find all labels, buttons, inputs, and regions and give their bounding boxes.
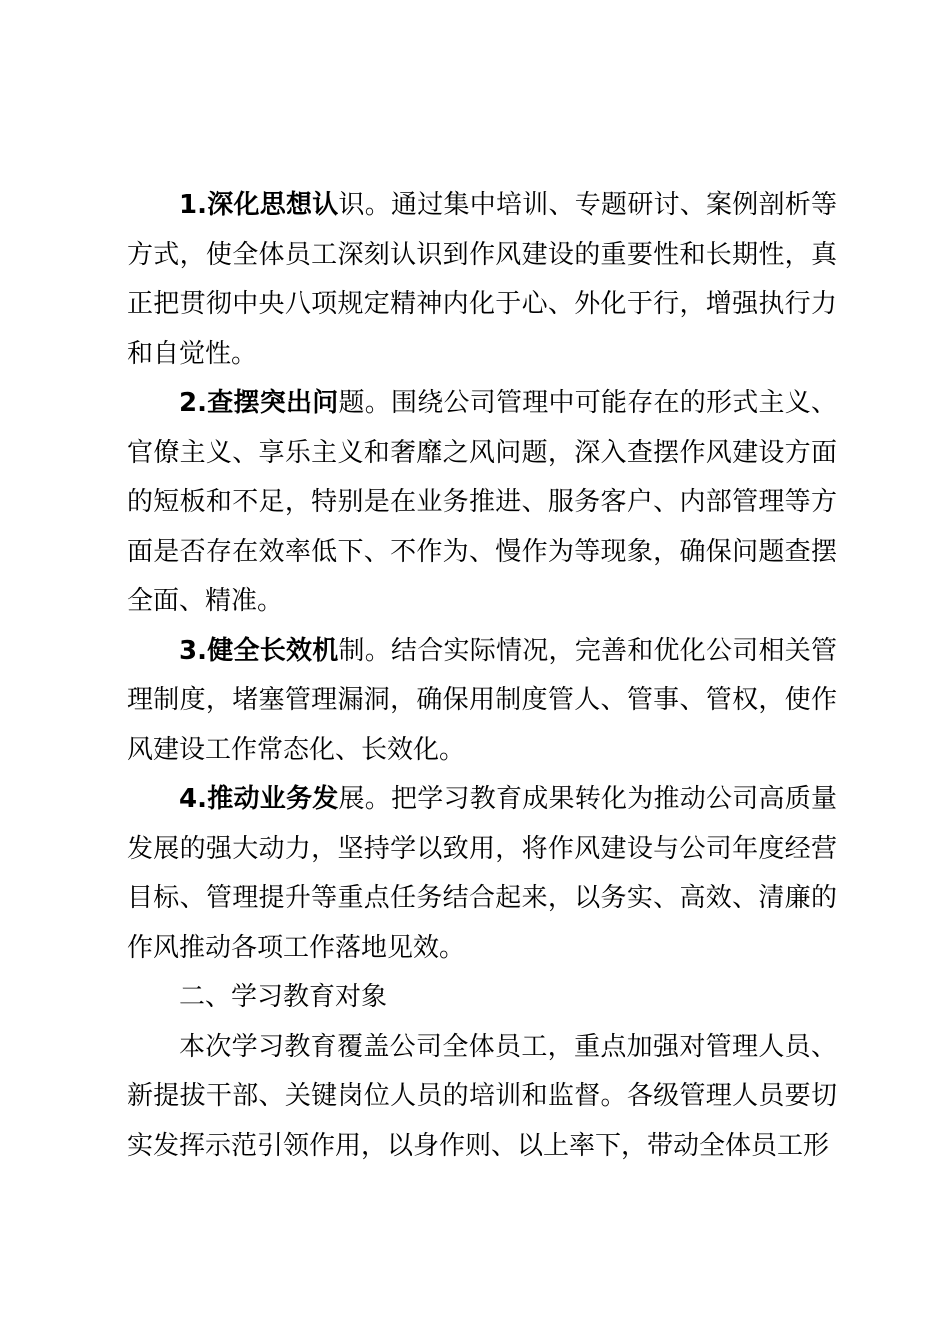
paragraph-lead: 3.健全长效机 xyxy=(179,635,339,666)
paragraph-text: 制。结合实际情况，完善和优化公司相关管理制度，堵塞管理漏洞，确保用制度管人、管事、管权，使作风建设工作常态化、长效化。 xyxy=(127,635,837,765)
paragraph-lead: 4.推动业务发 xyxy=(179,784,339,814)
paragraph-identify-problems xyxy=(127,379,837,627)
paragraph-text: 本次学习教育覆盖公司全体员工，重点加强对管理人员、新提拔干部、关键岗位人员的培训和监督。各级管理人员要切实发挥示范引领作用，以身作则、以上率下，带动全体员工形 xyxy=(127,1031,837,1161)
paragraph-text: 题。围绕公司管理中可能存在的形式主义、官僚主义、享乐主义和奢靡之风问题，深入查摆作风建设方面的短板和不足，特别是在业务推进、服务客户、内部管理等方面是否存在效率低下、不作为、慢作为等现象，确保问题查摆全面、精准。 xyxy=(127,388,837,616)
paragraph-audience xyxy=(127,1023,837,1172)
paragraph-long-term-mechanism xyxy=(127,627,837,776)
paragraph-text: 识。通过集中培训、专题研讨、案例剖析等方式，使全体员工深刻认识到作风建设的重要性和长期性，真正把贯彻中央八项规定精神内化于心、外化于行，增强执行力和自觉性。 xyxy=(127,190,837,369)
document-body xyxy=(127,181,837,1171)
paragraph-business-development xyxy=(127,775,837,973)
paragraph-text: 展。把学习教育成果转化为推动公司高质量发展的强大动力，坚持学以致用，将作风建设与公司年度经营目标、管理提升等重点任务结合起来，以务实、高效、清廉的作风推动各项工作落地见效。 xyxy=(127,784,837,963)
section-heading-audience xyxy=(127,973,837,1023)
paragraph-lead: 1.深化思想认 xyxy=(179,190,339,220)
paragraph-lead: 2.查摆突出问 xyxy=(179,388,339,418)
section-heading-text: 二、学习教育对象 xyxy=(179,982,388,1012)
paragraph-deepen-understanding xyxy=(127,181,837,379)
